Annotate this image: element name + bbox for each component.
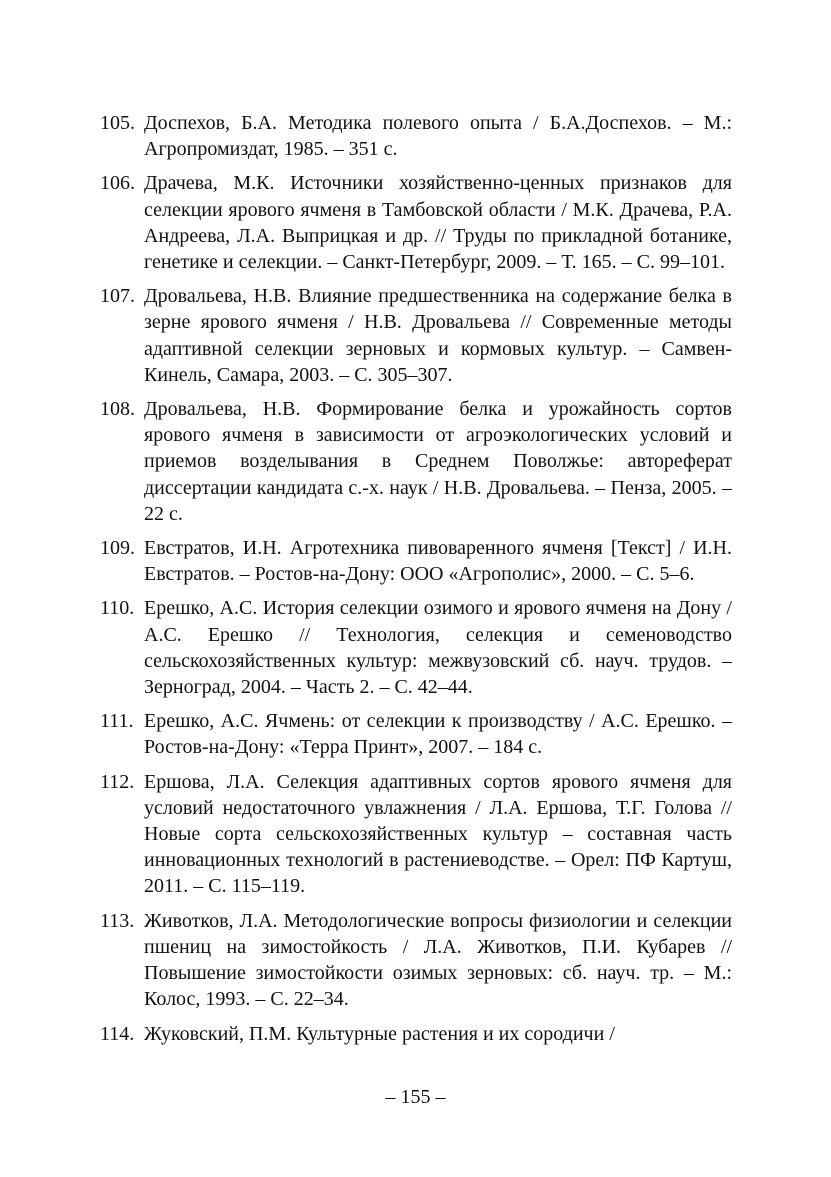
reference-text: Драчева, М.К. Источники хозяйственно-ценных признаков для селекции ярового ячменя в Тамбовской области / М.К. Драчева, Р.А. Андреева, Л.А. Выприцкая и др. // Труды по прикладной ботанике, генетике и селекции. – Санкт-Петербург, 2009. – Т. 165. – С. 99–101. <box>144 172 732 274</box>
reference-text: Дровальева, Н.В. Формирование белка и урожайность сортов ярового ячменя в зависимости от агроэкологических условий и приемов возделывания в Среднем Поволжье: автореферат диссертации кандидата с.-х. наук / Н.В. Дровальева. – Пенза, 2005. – 22 с. <box>144 398 732 525</box>
reference-item <box>100 769 732 900</box>
reference-number: 107. <box>100 285 135 308</box>
reference-list <box>100 110 732 1055</box>
reference-item <box>100 283 732 388</box>
reference-number: 110. <box>100 597 135 620</box>
reference-item <box>100 908 732 1013</box>
reference-item <box>100 535 732 587</box>
reference-number: 105. <box>100 112 135 134</box>
reference-number: 109. <box>100 537 135 560</box>
reference-item <box>100 1021 732 1047</box>
reference-number: 112. <box>100 770 135 793</box>
reference-text: Доспехов, Б.А. Методика полевого опыта / Б.А.Доспехов. – М.: Агропромиздат, 1985. – 351 с. <box>144 112 732 161</box>
reference-text: Дровальева, Н.В. Влияние предшественника на содержание белка в зерне ярового ячменя / Н.В. Дровальева // Современные методы адаптивной селекции зерновых и кормовых культур. – Самвен-Кинель, Самара, 2003. – С. 305–307. <box>144 285 732 386</box>
reference-item <box>100 396 732 527</box>
page-number: – 155 – <box>385 1086 446 1108</box>
reference-text: Евстратов, И.Н. Агротехника пивоваренного ячменя [Текст] / И.Н. Евстратов. – Ростов-на-Дону: ООО «Агрополис», 2000. – С. 5–6. <box>144 537 732 586</box>
reference-text: Животков, Л.А. Методологические вопросы физиологии и селекции пшениц на зимостойкость / Л.А. Животков, П.И. Кубарев // Повышение зимостойкости озимых зерновых: сб. науч. тр. – М.: Колос, 1993. – С. 22–34. <box>144 909 732 1011</box>
reference-item <box>100 708 732 760</box>
reference-number: 111. <box>100 710 134 733</box>
reference-text: Ерешко, А.С. Ячмень: от селекции к производству / А.С. Ерешко. – Ростов-на-Дону: «Терра Принт», 2007. – 184 с. <box>144 710 732 759</box>
reference-number: 114. <box>100 1022 135 1045</box>
reference-number: 113. <box>100 909 135 932</box>
reference-text: Жуковский, П.М. Культурные растения и их сородичи / <box>144 1022 615 1045</box>
reference-item <box>100 595 732 700</box>
reference-text: Ерешко, А.С. История селекции озимого и ярового ячменя на Дону / А.С. Ерешко // Технология, селекция и семеноводство сельскохозяйственных культур: межвузовский сб. науч. трудов. – Зерноград, 2004. – Часть 2. – С. 42–44. <box>144 597 732 699</box>
reference-number: 108. <box>100 398 135 421</box>
reference-item <box>100 170 732 275</box>
reference-number: 106. <box>100 172 135 195</box>
reference-item <box>100 110 732 162</box>
reference-text: Ершова, Л.А. Селекция адаптивных сортов ярового ячменя для условий недостаточного увлажнения / Л.А. Ершова, Т.Г. Голова // Новые сорта сельскохозяйственных культур – составная часть инновационных технологий в растениеводстве. – Орел: ПФ Картуш, 2011. – С. 115–119. <box>144 770 732 898</box>
